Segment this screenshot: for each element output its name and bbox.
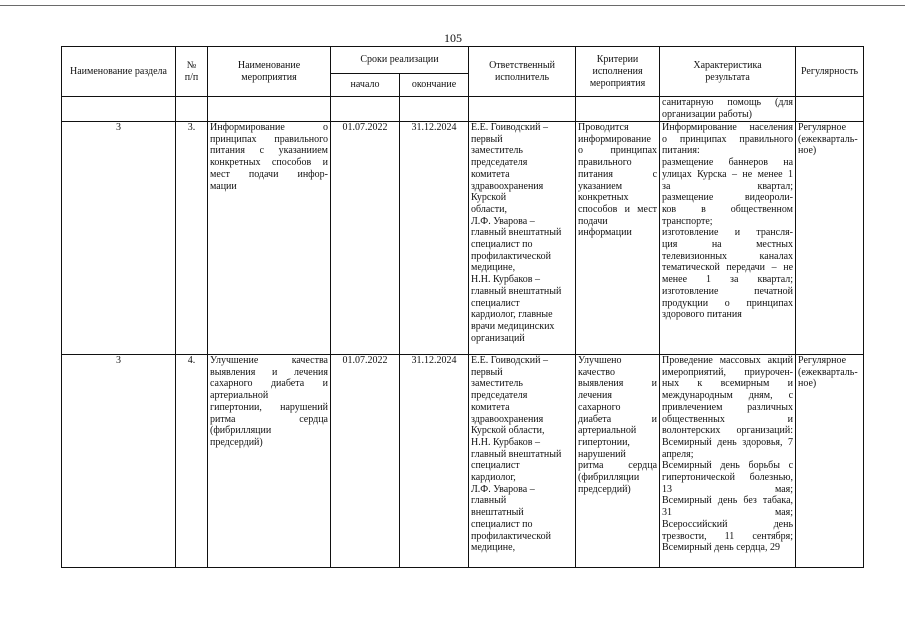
- text-line: Всероссийский день: [662, 518, 794, 530]
- text-line: Всемирный день борьбы с: [662, 460, 794, 472]
- cell-result: [660, 355, 796, 568]
- header-start: [331, 74, 400, 97]
- text-line: исполнения: [592, 65, 643, 77]
- text-line: подачи: [578, 215, 608, 227]
- text-line: артериальной: [578, 425, 637, 437]
- cell-event: [208, 122, 331, 355]
- text-line: привлечением различных: [662, 401, 794, 413]
- text-line: сахарного: [578, 401, 621, 413]
- text-line: качество: [578, 366, 615, 378]
- text-line: первый: [471, 133, 503, 145]
- text-line: ков в общественном: [662, 203, 794, 215]
- cell-empty: [331, 97, 400, 122]
- text-line: о принципах правильного: [662, 133, 794, 145]
- text-line: транспорте;: [662, 215, 713, 227]
- text-line: Ответственный: [489, 59, 555, 71]
- cell-responsible: [469, 122, 576, 355]
- text-line: (ежекварталь-: [798, 133, 858, 145]
- text-line: внештатный: [471, 507, 524, 519]
- text-line: лечения: [578, 390, 612, 402]
- text-line: Л.Ф. Уварова –: [471, 215, 535, 227]
- text-line: здравоохранения: [471, 180, 544, 192]
- text-line: №: [186, 59, 197, 71]
- text-line: Н.Н. Курбаков –: [471, 274, 540, 286]
- text-line: (фибрилляции: [210, 425, 272, 437]
- text-line: улицах Курска – не менее 1: [662, 168, 794, 180]
- text-line: председателя: [471, 157, 528, 169]
- text-line: ритма сердца: [210, 413, 328, 425]
- text-line: 31 мая;: [662, 507, 794, 519]
- text-line: ное): [798, 378, 817, 390]
- cell-event: [208, 355, 331, 568]
- text-line: трезвости, 11 сентября;: [662, 530, 794, 542]
- cell-empty: [208, 97, 331, 122]
- text-line: мероприятия: [241, 71, 297, 83]
- text-line: специалист: [471, 460, 520, 472]
- text-line: мест подачи инфор-: [210, 168, 328, 180]
- cell-empty: [469, 97, 576, 122]
- text-line: выявления и: [578, 378, 658, 390]
- text-line: Н.Н. Курбаков –: [471, 436, 540, 448]
- header-criteria: [576, 47, 660, 97]
- text-line: ное): [798, 145, 817, 157]
- text-line: предсердий): [210, 436, 263, 448]
- text-line: Информирование населения: [662, 122, 794, 133]
- text-line: санитарную помощь (для: [662, 97, 794, 108]
- text-line: Курской области,: [471, 425, 545, 437]
- text-line: питания с: [578, 168, 658, 180]
- events-table: [61, 46, 864, 568]
- text-line: специалист: [471, 297, 520, 309]
- text-line: Регулярность: [800, 65, 859, 77]
- text-line: заместитель: [471, 145, 523, 157]
- text-line: мероприятия: [589, 77, 646, 89]
- cell-criteria: [576, 355, 660, 568]
- text-line: правильного: [578, 157, 632, 169]
- text-line: (ежекварталь-: [798, 366, 858, 378]
- cell-empty: [400, 97, 469, 122]
- text-line: за квартал;: [662, 180, 794, 192]
- text-line: главный внештатный: [471, 448, 562, 460]
- text-line: медицине,: [471, 262, 516, 274]
- text-line: начало: [350, 79, 380, 90]
- text-line: Всемирный день без табака,: [662, 495, 794, 507]
- cell-responsible: [469, 355, 576, 568]
- text-line: изготовление и трансля-: [662, 227, 794, 239]
- text-line: международным дням, с: [662, 390, 794, 402]
- text-line: результата: [705, 71, 750, 83]
- text-line: гипертонии,: [578, 436, 630, 448]
- text-line: профилактической: [471, 250, 551, 262]
- text-line: окончание: [411, 79, 457, 90]
- text-line: тематической передачи – не: [662, 262, 794, 274]
- header-deadlines: [331, 47, 469, 74]
- header-section-name: [62, 47, 176, 97]
- header-event-name: [208, 47, 331, 97]
- text-line: Характеристика: [693, 59, 762, 71]
- text-line: Критерии: [596, 53, 639, 65]
- text-line: Е.Е. Гоиводский –: [471, 355, 548, 366]
- text-line: гипертонии, нарушений: [210, 401, 328, 413]
- cell-number: 4.: [176, 355, 208, 568]
- continuation-row: [62, 97, 864, 122]
- cell-number: 3.: [176, 122, 208, 355]
- text-line: информирование: [578, 133, 651, 145]
- text-line: информации: [578, 227, 632, 239]
- header-row: [62, 47, 864, 74]
- header-regularity: [796, 47, 864, 97]
- text-line: здорового питания: [662, 309, 742, 321]
- table-row: [62, 355, 864, 568]
- text-line: организации работы): [662, 108, 753, 120]
- text-line: специалист по: [471, 518, 533, 530]
- text-line: волонтерских организаций:: [662, 425, 794, 437]
- text-line: питания с указаниием: [210, 145, 328, 157]
- cell-start: 01.07.2022: [331, 355, 400, 568]
- text-line: (фибрилляции: [578, 472, 640, 484]
- text-line: Курской: [471, 192, 507, 204]
- cell-empty: [176, 97, 208, 122]
- header-number: [176, 47, 208, 97]
- text-line: размещение баннеров на: [662, 157, 794, 169]
- text-line: Наименование: [237, 59, 301, 71]
- cell-criteria: [576, 122, 660, 355]
- text-line: выявления и лечения: [210, 366, 328, 378]
- text-line: нарушений: [578, 448, 626, 460]
- text-line: Всемирный день сердца, 29: [662, 542, 780, 554]
- text-line: гипертонической болезнью,: [662, 472, 794, 484]
- text-line: 13 мая;: [662, 483, 794, 495]
- text-line: профилактической: [471, 530, 551, 542]
- text-line: питания:: [662, 145, 700, 157]
- text-line: Улучшение качества: [210, 355, 328, 366]
- text-line: ритма сердца: [578, 460, 658, 472]
- text-line: конкретных способов и: [210, 157, 328, 169]
- text-line: артериальной: [210, 390, 269, 402]
- text-line: способов и мест: [578, 203, 658, 215]
- cell-empty: [796, 97, 864, 122]
- text-line: Регулярное: [798, 122, 847, 133]
- cell-regularity: [796, 122, 864, 355]
- text-line: сахарного диабета и: [210, 378, 328, 390]
- text-line: изготовление печатной: [662, 285, 794, 297]
- text-line: области,: [471, 203, 507, 215]
- text-line: комитета: [471, 401, 510, 413]
- text-line: ция на местных: [662, 239, 794, 251]
- text-line: общественных и: [662, 413, 794, 425]
- text-line: комитета: [471, 168, 510, 180]
- text-line: организаций: [471, 332, 525, 344]
- cell-regularity: [796, 355, 864, 568]
- cell-section: 3: [62, 122, 176, 355]
- text-line: первый: [471, 366, 503, 378]
- header-responsible: [469, 47, 576, 97]
- text-line: ных к всемирным и: [662, 378, 794, 390]
- cell-result: [660, 122, 796, 355]
- text-line: менее 1 за квартал;: [662, 274, 794, 286]
- text-line: Регулярное: [798, 355, 847, 366]
- page-top-border: [0, 5, 905, 6]
- text-line: размещение видеороли-: [662, 192, 794, 204]
- text-line: медицине,: [471, 542, 516, 554]
- header-end: [400, 74, 469, 97]
- cell-section: 3: [62, 355, 176, 568]
- text-line: мации: [210, 180, 237, 192]
- text-line: председателя: [471, 390, 528, 402]
- text-line: предсердий): [578, 483, 631, 495]
- text-line: диабета и: [578, 413, 658, 425]
- cell-start: 01.07.2022: [331, 122, 400, 355]
- table-row: [62, 122, 864, 355]
- text-line: продукции о принципах: [662, 297, 794, 309]
- text-line: о принципах: [578, 145, 658, 157]
- cell-end: 31.12.2024: [400, 122, 469, 355]
- text-line: главный внештатный: [471, 227, 562, 239]
- text-line: главный внештатный: [471, 285, 562, 297]
- text-line: Улучшено: [578, 355, 622, 366]
- text-line: Всемирный день здоровья, 7: [662, 436, 794, 448]
- page-number: 105: [444, 31, 462, 45]
- text-line: Сроки реализации: [360, 54, 439, 65]
- text-line: кардиолог, главные: [471, 309, 553, 321]
- text-line: специалист по: [471, 239, 533, 251]
- text-line: кардиолог,: [471, 472, 516, 484]
- text-line: принципах правильного: [210, 133, 328, 145]
- text-line: здравоохранения: [471, 413, 544, 425]
- text-line: врачи медицинских: [471, 320, 555, 332]
- text-line: Е.Е. Гоиводский –: [471, 122, 548, 133]
- text-line: главный: [471, 495, 507, 507]
- text-line: указанием: [578, 180, 623, 192]
- header-result: [660, 47, 796, 97]
- text-line: телевизионных каналах: [662, 250, 794, 262]
- text-line: Проведение массовых акций: [662, 355, 794, 366]
- text-line: апреля;: [662, 448, 694, 460]
- cell-empty: [62, 97, 176, 122]
- text-line: п/п: [184, 71, 199, 83]
- text-line: Наименование раздела: [70, 65, 167, 77]
- text-line: конкретных: [578, 192, 629, 204]
- text-line: исполнитель: [494, 71, 550, 83]
- text-line: Л.Ф. Уварова –: [471, 483, 535, 495]
- cell-end: 31.12.2024: [400, 355, 469, 568]
- cell-empty: [576, 97, 660, 122]
- text-line: заместитель: [471, 378, 523, 390]
- cell-result-continuation: [660, 97, 796, 122]
- text-line: имероприятий, приурочен-: [662, 366, 794, 378]
- text-line: Проводится: [578, 122, 629, 133]
- text-line: Информирование о: [210, 122, 328, 133]
